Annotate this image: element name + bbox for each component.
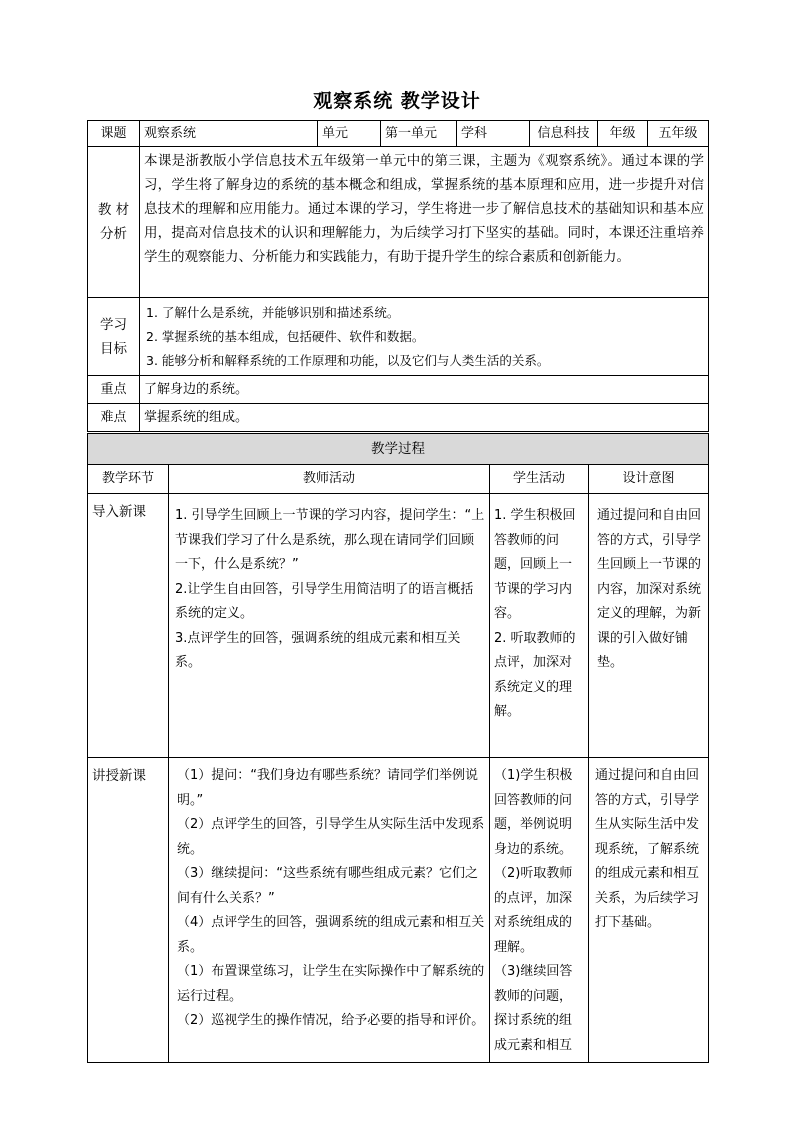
goals-label: 学习 目标 — [88, 298, 140, 376]
teacher-step: 2.让学生自由回答，引导学生用简洁明了的语言概括系统的定义。 — [175, 581, 474, 621]
student-step: （3)继续回答教师的问题，探讨系统的组成元素和相互 — [494, 964, 573, 1053]
student-step: （1)学生积极回答教师的问题，举例说明身边的系统。 — [494, 768, 573, 857]
goal-item: 1. 了解什么是系统，并能够识别和描述系统。 — [146, 304, 400, 320]
unit-value: 第一单元 — [381, 121, 457, 147]
teacher-activity-cell — [169, 758, 490, 1063]
process-header: 教学过程 — [88, 434, 709, 465]
goals-list — [140, 298, 709, 376]
analysis-label: 教 材 分析 — [88, 147, 140, 298]
teacher-step: （4）点评学生的回答，强调系统的组成元素和相互关系。 — [177, 915, 485, 955]
intent-text: 通过提问和自由回答的方式，引导学生从实际生活中发现系统，了解系统的组成元素和相互关系，为后续学习打下基础。 — [595, 768, 700, 930]
student-step: 2. 听取教师的点评，加深对系统定义的理解。 — [494, 630, 576, 719]
teacher-step: （3）继续提问：“这些系统有哪些组成元素？它们之间有什么关系？” — [177, 866, 479, 906]
student-step: 1. 学生积极回答教师的问题，回顾上一节课的学习内容。 — [494, 508, 576, 621]
column-header: 教学环节 — [88, 465, 169, 494]
unit-label: 单元 — [318, 121, 381, 147]
analysis-text: 本课是浙教版小学信息技术五年级第一单元中的第三课，主题为《观察系统》。通过本课的学习，学生将了解身边的系统的基本概念和组成，掌握系统的基本原理和应用，进一步提升对信息技术的理解和应用能力。通过本课的学习，学生将进一步了解信息技术的基础知识和基本应用，提高对信息技术的认识和理解能力，为后续学习打下坚实的基础。同时，本课还注重培养学生的观察能力、分析能力和实践能力，有助于提升学生的综合素质和创新能力。 — [140, 147, 709, 298]
student-activity-cell — [490, 494, 589, 758]
teacher-step: 3.点评学生的回答，强调系统的组成元素和相互关系。 — [175, 630, 461, 670]
table-row — [88, 494, 709, 758]
intent-cell — [589, 494, 709, 758]
key-point-text: 了解身边的系统。 — [140, 376, 709, 404]
intent-text: 通过提问和自由回答的方式，引导学生回顾上一节课的内容，加深对系统定义的理解，为新课的引入做好铺垫。 — [597, 508, 702, 670]
subject-value: 信息科技 — [530, 121, 598, 147]
teacher-step: （1）提问：“我们身边有哪些系统？请同学们举例说明。” — [177, 768, 479, 808]
topic-label: 课题 — [88, 121, 140, 147]
stage-cell: 讲授新课 — [88, 758, 169, 1063]
teacher-step: 1. 引导学生回顾上一节课的学习内容，提问学生：“上节课我们学习了什么是系统，那么现在请同学们回顾一下，什么是系统？” — [175, 508, 485, 572]
student-activity-cell — [490, 758, 589, 1063]
key-point-label: 重点 — [88, 376, 140, 404]
intent-cell — [589, 758, 709, 1063]
column-header: 学生活动 — [490, 465, 589, 494]
teacher-step: （2）巡视学生的操作情况，给予必要的指导和评价。 — [177, 1013, 485, 1028]
column-header: 设计意图 — [589, 465, 709, 494]
lesson-info-table — [87, 120, 709, 432]
grade-label: 年级 — [598, 121, 648, 147]
goal-item: 2. 掌握系统的基本组成，包括硬件、软件和数据。 — [146, 328, 425, 344]
goal-item: 3. 能够分析和解释系统的工作原理和功能，以及它们与人类生活的关系。 — [146, 352, 550, 368]
teacher-step: （2）点评学生的回答，引导学生从实际生活中发现系统。 — [177, 817, 485, 857]
difficulty-label: 难点 — [88, 404, 140, 432]
topic-value: 观察系统 — [140, 121, 318, 147]
student-step: （2)听取教师的点评，加深对系统组成的理解。 — [494, 866, 573, 955]
table-row — [88, 758, 709, 1063]
subject-label: 学科 — [457, 121, 530, 147]
teacher-step: （1）布置课堂练习，让学生在实际操作中了解系统的运行过程。 — [177, 964, 485, 1004]
grade-value: 五年级 — [648, 121, 709, 147]
teaching-process-table — [87, 433, 709, 1063]
teacher-activity-cell — [169, 494, 490, 758]
page-title: 观察系统 教学设计 — [313, 90, 481, 112]
stage-cell: 导入新课 — [88, 494, 169, 758]
difficulty-text: 掌握系统的组成。 — [140, 404, 709, 432]
column-header: 教师活动 — [169, 465, 490, 494]
